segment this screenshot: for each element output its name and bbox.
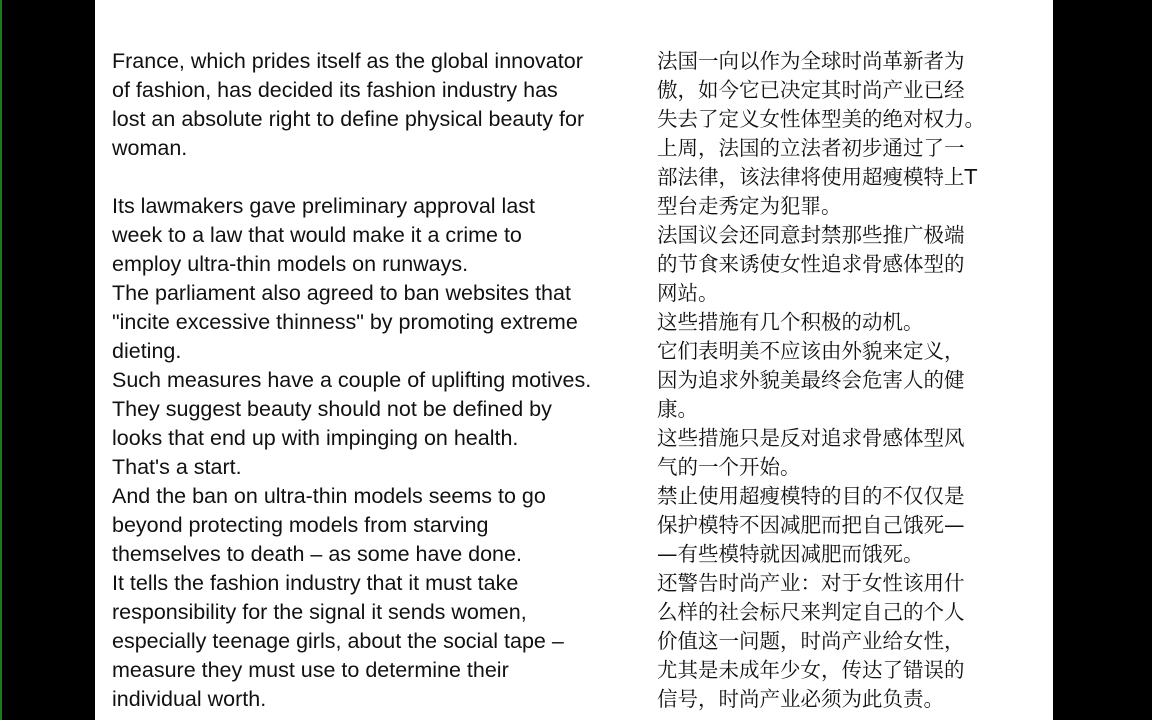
chinese-line: —有些模特就因减肥而饿死。 <box>657 542 924 566</box>
english-line: measure they must use to determine their <box>112 658 509 682</box>
chinese-line: 失去了定义女性体型美的绝对权力。 <box>657 107 985 131</box>
chinese-line: 法国一向以作为全球时尚革新者为 <box>657 49 965 73</box>
left-edge-strip <box>0 0 2 720</box>
chinese-line: 因为追求外貌美最终会危害人的健 <box>657 368 965 392</box>
chinese-line: 气的一个开始。 <box>657 455 801 479</box>
english-line: "incite excessive thinness" by promoting extreme <box>112 310 578 334</box>
english-line: individual worth. <box>112 687 267 711</box>
chinese-line: 法国议会还同意封禁那些推广极端 <box>657 223 965 247</box>
english-line: They suggest beauty should not be defined by <box>112 397 552 421</box>
chinese-line: 这些措施只是反对追求骨感体型风 <box>657 426 965 450</box>
chinese-line: 保护模特不因减肥而把自己饿死— <box>657 513 965 537</box>
chinese-line: 上周，法国的立法者初步通过了一 <box>657 136 965 160</box>
english-line: employ ultra-thin models on runways. <box>112 252 469 276</box>
chinese-line: 康。 <box>657 397 698 421</box>
chinese-line: 信号，时尚产业必须为此负责。 <box>657 687 944 711</box>
english-line: Such measures have a couple of uplifting motives. <box>112 368 592 392</box>
chinese-line: 型台走秀定为犯罪。 <box>657 194 842 218</box>
chinese-line: 禁止使用超瘦模特的目的不仅仅是 <box>657 484 965 508</box>
chinese-line: 它们表明美不应该由外貌来定义， <box>657 339 965 363</box>
english-line: week to a law that would make it a crime to <box>112 223 522 247</box>
english-line: themselves to death – as some have done. <box>112 542 522 566</box>
chinese-line: 还警告时尚产业：对于女性该用什 <box>657 571 965 595</box>
english-line: lost an absolute right to define physical beauty for <box>112 107 585 131</box>
paragraph-gap <box>112 163 657 192</box>
chinese-line: 部法律，该法律将使用超瘦模特上T <box>657 165 978 189</box>
english-line: responsibility for the signal it sends women, <box>112 600 527 624</box>
slide-page <box>95 0 1053 720</box>
chinese-line: 这些措施有几个积极的动机。 <box>657 310 924 334</box>
chinese-line: 价值这一问题，时尚产业给女性， <box>657 629 965 653</box>
chinese-text-column <box>657 47 1041 714</box>
english-line: The parliament also agreed to ban websites that <box>112 281 571 305</box>
english-line: woman. <box>112 136 188 160</box>
english-line: Its lawmakers gave preliminary approval last <box>112 194 535 218</box>
chinese-line: 傲，如今它已决定其时尚产业已经 <box>657 78 965 102</box>
english-line: especially teenage girls, about the social tape – <box>112 629 564 653</box>
english-line: looks that end up with impinging on health. <box>112 426 519 450</box>
chinese-line: 网站。 <box>657 281 719 305</box>
english-line: And the ban on ultra-thin models seems to go <box>112 484 546 508</box>
chinese-line: 的节食来诱使女性追求骨感体型的 <box>657 252 965 276</box>
english-line: beyond protecting models from starving <box>112 513 489 537</box>
chinese-line: 尤其是未成年少女，传达了错误的 <box>657 658 965 682</box>
english-line: dieting. <box>112 339 182 363</box>
english-line: France, which prides itself as the global innovator <box>112 49 583 73</box>
chinese-line: 么样的社会标尺来判定自己的个人 <box>657 600 965 624</box>
english-line: of fashion, has decided its fashion industry has <box>112 78 558 102</box>
english-line: That's a start. <box>112 455 242 479</box>
english-text-column <box>112 47 657 714</box>
english-line: It tells the fashion industry that it must take <box>112 571 519 595</box>
